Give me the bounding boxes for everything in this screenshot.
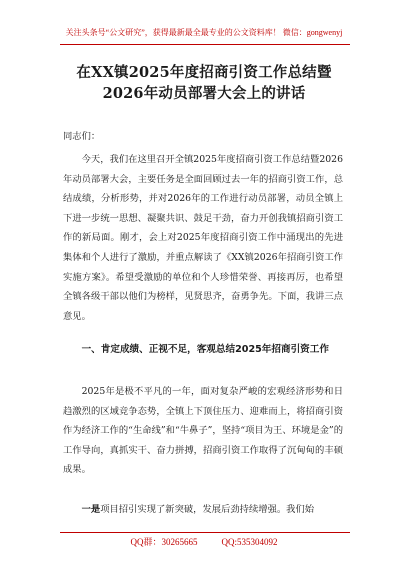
header-divider xyxy=(60,44,350,45)
paragraph-intro: 今天，我们在这里召开全镇2025年度招商引资工作总结暨2026年动员部署大会，主要任务是全面回顾过去一年的招商引资工作，总结成绩，分析形势，并对2026年的工作进行动员部署，动员全镇上下进一步统一思想、凝聚共识、鼓足干劲，奋力开创我镇招商引资工作的新局面。刚才，会上对2025年度招商引资工作中涌现出的先进集体和个人进行了激励，并重点解读了《XX镇2026年招商引资工作实施方案》。希望受激励的单位和个人珍惜荣誉、再接再厉，也希望全镇各级干部以他们为榜样，见贤思齐，奋勇争先。下面，我讲三点意见。 xyxy=(63,154,343,322)
footer-qq-group: QQ群：30265665 xyxy=(130,537,198,547)
title-line-2: 2026年动员部署大会上的讲话 xyxy=(102,85,306,102)
header-banner-text: 关注头条号“公文研究”，获得最新最全最专业的公文资料库！ 微信：gongwenyj xyxy=(65,28,343,37)
point-one-text: 项目招引实现了新突破，发展后劲持续增强。我们始 xyxy=(100,504,315,515)
footer-divider xyxy=(60,532,350,533)
salutation: 同志们： xyxy=(63,131,101,142)
document-title xyxy=(24,62,384,104)
header-banner xyxy=(0,28,408,38)
footer xyxy=(0,537,408,548)
section-heading-1: 一、肯定成绩、正视不足，客观总结2025年招商引资工作 xyxy=(81,344,329,355)
paragraph-point-one xyxy=(63,500,343,520)
paragraph-review: 2025年是极不平凡的一年，面对复杂严峻的宏观经济形势和日趋激烈的区域竞争态势，全镇上下顶住压力、迎难而上，将招商引资作为经济工作的“生命线”和“牛鼻子”，坚持“项目为王、环境是金”的工作导向，真抓实干、奋力拼搏，招商引资工作取得了沉甸甸的丰硕成果。 xyxy=(63,386,343,476)
point-one-lead: 一是 xyxy=(81,504,101,515)
footer-qq-contact: QQ:535304092 xyxy=(221,537,278,547)
title-line-1: 在XX镇2025年度招商引资工作总结暨 xyxy=(76,64,332,81)
